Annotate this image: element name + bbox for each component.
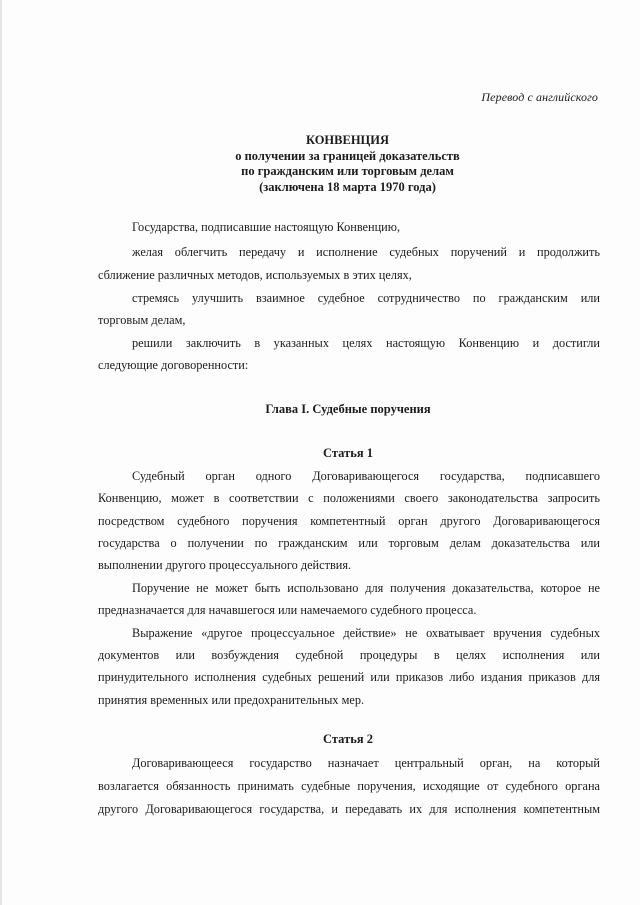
- article-paragraph: Поручение не может быть использовано для получения доказательства, которое не: [132, 581, 600, 595]
- title-line: по гражданским или торговым делам: [241, 164, 454, 178]
- preamble-paragraph: следующие договоренности:: [98, 358, 249, 372]
- preamble-paragraph: торговым делам,: [98, 313, 186, 327]
- article-paragraph: возлагается обязанность принимать судебные поручения, исходящие от судебного органа: [98, 779, 600, 793]
- article-paragraph: документов или возбуждения судебной процедуры в целях исполнения или: [98, 648, 600, 662]
- preamble-paragraph: Государства, подписавшие настоящую Конвенцию,: [132, 220, 401, 234]
- translation-note: Перевод с английского: [481, 90, 598, 104]
- article-paragraph: Договаривающееся государство назначает центральный орган, на который: [132, 756, 600, 770]
- preamble-paragraph: сближение различных методов, используемых в этих целях,: [98, 268, 412, 282]
- article-heading: Статья 2: [323, 732, 373, 746]
- document-title: [0, 133, 640, 195]
- title-line: о получении за границей доказательств: [235, 148, 460, 163]
- article-paragraph: государства о получении по гражданским или торговым делам доказательства или: [98, 536, 600, 550]
- title-line: КОНВЕНЦИЯ: [305, 133, 390, 147]
- chapter-heading: Глава I. Судебные поручения: [265, 402, 431, 416]
- article-heading: Статья 1: [323, 446, 373, 460]
- title-line: (заключена 18 марта 1970 года): [259, 179, 436, 194]
- preamble-paragraph: желая облегчить передачу и исполнение судебных поручений и продолжить: [132, 245, 600, 259]
- article-paragraph: Выражение «другое процессуальное действие» не охватывает вручения судебных: [132, 626, 600, 640]
- article-paragraph: выполнении другого процессуального действия.: [98, 558, 352, 572]
- article-paragraph: принятия временных или предохранительных мер.: [98, 693, 365, 707]
- article-paragraph: Судебный орган одного Договаривающегося государства, подписавшего: [132, 469, 600, 483]
- article-paragraph: посредством судебного поручения компетентный орган другого Договаривающегося: [98, 514, 600, 528]
- article-paragraph: Конвенцию, может в соответствии с положениями своего законодательства запросить: [98, 491, 600, 505]
- preamble-paragraph: решили заключить в указанных целях настоящую Конвенцию и достигли: [132, 336, 600, 350]
- preamble-paragraph: стремясь улучшить взаимное судебное сотрудничество по гражданским или: [132, 291, 600, 305]
- article-paragraph: принудительного исполнения судебных решений или приказов либо издания приказов для: [98, 670, 600, 684]
- article-paragraph: другого Договаривающегося государства, и передавать их для исполнения компетентным: [98, 802, 600, 816]
- article-paragraph: предназначается для начавшегося или намечаемого судебного процесса.: [98, 603, 477, 617]
